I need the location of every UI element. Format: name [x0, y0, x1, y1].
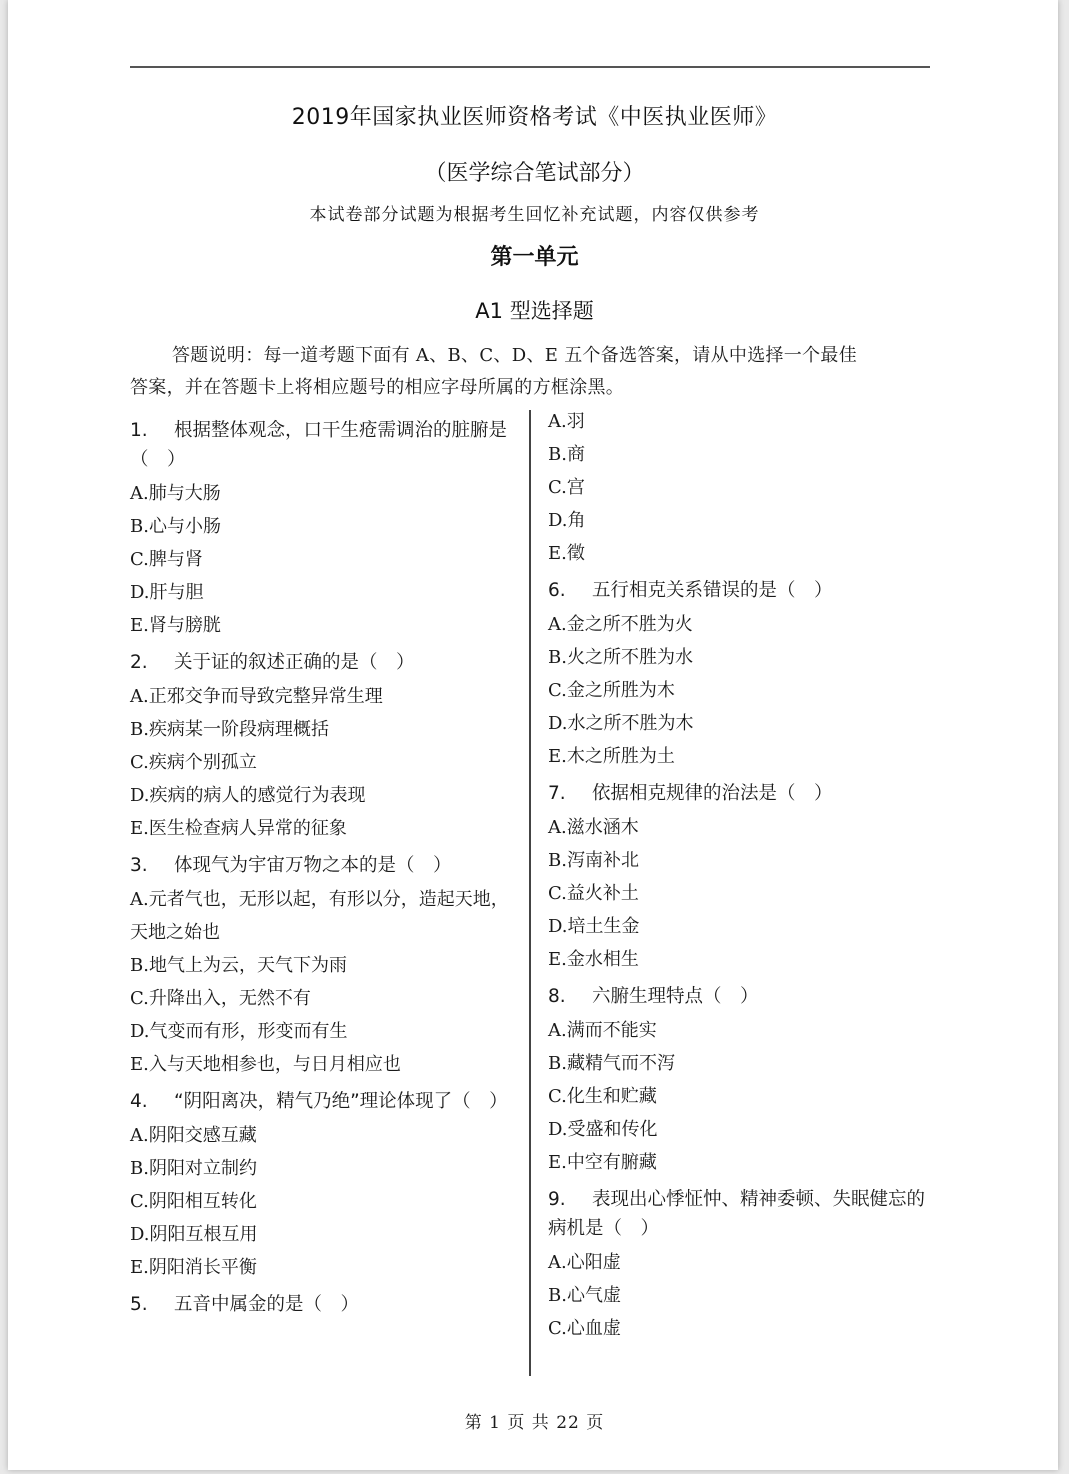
option: D.肝与胆	[130, 582, 204, 603]
option: E.木之所胜为土	[548, 746, 675, 767]
option: B.疾病某一阶段病理概括	[130, 719, 329, 740]
option: C.脾与肾	[130, 549, 203, 570]
question-text: 依据相克规律的治法是（ ）	[592, 783, 833, 804]
question-text: “阴阳离决，精气乃绝”理论体现了（ ）	[174, 1091, 508, 1112]
option: E.肾与膀胱	[130, 615, 221, 636]
question-text: 五音中属金的是（ ）	[174, 1294, 360, 1315]
disclaimer-note: 本试卷部分试题为根据考生回忆补充试题，内容仅供参考	[309, 205, 760, 225]
option: A.满而不能实	[548, 1020, 657, 1041]
option: B.心与小肠	[130, 516, 221, 537]
option: A.羽	[548, 411, 585, 432]
option: D.受盛和传化	[548, 1119, 658, 1140]
question-text: 根据整体观念，口干生疮需调治的脏腑是（ ）	[130, 420, 508, 470]
option: E.入与天地相参也，与日月相应也	[130, 1054, 401, 1075]
question-text: 体现气为宇宙万物之本的是（ ）	[174, 855, 452, 876]
exam-title: 2019年国家执业医师资格考试《中医执业医师》	[291, 105, 778, 130]
option: D.角	[548, 510, 586, 531]
question-5-stem	[130, 1290, 515, 1319]
option: E.徵	[548, 543, 585, 564]
option: B.地气上为云，天气下为雨	[130, 955, 347, 976]
header-rule	[130, 66, 930, 68]
question-number: 8.	[548, 986, 566, 1007]
option: A.阴阳交感互藏	[130, 1125, 257, 1146]
option: A.正邪交争而导致完整异常生理	[130, 686, 383, 707]
question-number: 1.	[130, 420, 148, 441]
option: C.升降出入，无然不有	[130, 988, 311, 1009]
question-text: 表现出心悸怔忡、精神委顿、失眠健忘的病机是（ ）	[548, 1189, 926, 1239]
question-number: 5.	[130, 1294, 148, 1315]
option: E.中空有腑藏	[548, 1152, 657, 1173]
question-4-stem	[130, 1087, 515, 1116]
option: B.泻南补北	[548, 850, 639, 871]
option: D.水之所不胜为木	[548, 713, 694, 734]
option: D.气变而有形，形变而有生	[130, 1021, 348, 1042]
option: C.疾病个别孤立	[130, 752, 257, 773]
option: A.滋水涵木	[548, 817, 639, 838]
option: A.元者气也，无形以起，有形以分，造起天地，天地之始也	[130, 889, 509, 943]
page-footer: 第 1 页 共 22 页	[464, 1413, 605, 1433]
option: B.商	[548, 444, 585, 465]
question-number: 7.	[548, 783, 566, 804]
option: A.心阳虚	[548, 1252, 621, 1273]
option: C.心血虚	[548, 1318, 621, 1339]
question-1-stem	[130, 416, 515, 474]
question-7-stem	[548, 779, 933, 808]
option: D.培土生金	[548, 916, 640, 937]
option: C.宫	[548, 477, 585, 498]
question-6-stem	[548, 576, 933, 605]
question-number: 9.	[548, 1189, 566, 1210]
question-number: 6.	[548, 580, 566, 601]
option: C.金之所胜为木	[548, 680, 675, 701]
right-column	[548, 405, 933, 1345]
option: E.阴阳消长平衡	[130, 1257, 257, 1278]
option: E.金水相生	[548, 949, 639, 970]
option: D.疾病的病人的感觉行为表现	[130, 785, 366, 806]
question-3-stem	[130, 851, 515, 880]
instructions-line-2: 答案，并在答题卡上将相应题号的相应字母所属的方框涂黑。	[130, 377, 625, 398]
option: E.医生检查病人异常的征象	[130, 818, 347, 839]
column-divider	[529, 410, 531, 1376]
option: A.肺与大肠	[130, 483, 221, 504]
answer-instructions	[130, 340, 930, 404]
question-9-stem	[548, 1185, 933, 1243]
question-text: 关于证的叙述正确的是（ ）	[174, 652, 415, 673]
question-2-stem	[130, 648, 515, 677]
question-number: 4.	[130, 1091, 148, 1112]
option: B.阴阳对立制约	[130, 1158, 257, 1179]
option: B.火之所不胜为水	[548, 647, 693, 668]
option: B.藏精气而不泻	[548, 1053, 675, 1074]
option: C.化生和贮藏	[548, 1086, 657, 1107]
option: C.阴阳相互转化	[130, 1191, 257, 1212]
option: B.心气虚	[548, 1285, 621, 1306]
question-text: 五行相克关系错误的是（ ）	[592, 580, 833, 601]
unit-heading: 第一单元	[490, 245, 579, 270]
left-column	[130, 410, 515, 1322]
exam-subtitle: （医学综合笔试部分）	[424, 161, 645, 186]
section-heading: A1 型选择题	[475, 299, 594, 323]
question-text: 六腑生理特点（ ）	[592, 986, 759, 1007]
option: C.益火补土	[548, 883, 639, 904]
question-number: 2.	[130, 652, 148, 673]
question-number: 3.	[130, 855, 148, 876]
option: D.阴阳互根互用	[130, 1224, 258, 1245]
instructions-line-1: 答题说明：每一道考题下面有 A、B、C、D、E 五个备选答案，请从中选择一个最佳	[172, 345, 858, 366]
option: A.金之所不胜为火	[548, 614, 693, 635]
question-8-stem	[548, 982, 933, 1011]
